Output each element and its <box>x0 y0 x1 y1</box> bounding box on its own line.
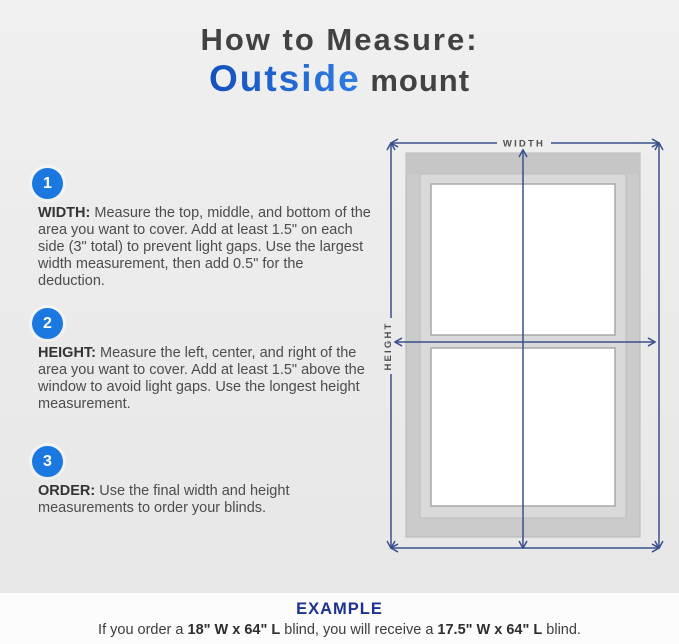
step-3-text <box>38 483 374 517</box>
title-highlight: Outside <box>208 57 361 99</box>
title-line1: How to Measure: <box>200 22 479 57</box>
step-1-text <box>38 205 374 290</box>
step-1-badge: 1 <box>32 168 63 199</box>
width-measure-label: WIDTH <box>502 138 546 150</box>
step-order <box>30 446 378 517</box>
step-2-body: Measure the left, center, and right of the area you want to cover. Add at least 1.5" above the window to avoid light gaps. Use the longest height measurement. <box>38 345 365 412</box>
step-2-label: HEIGHT: <box>38 345 96 361</box>
window-diagram-svg <box>383 128 667 563</box>
step-3-badge: 3 <box>32 446 63 477</box>
example-middle: blind, you will receive a <box>280 622 438 638</box>
step-width <box>30 168 378 290</box>
example-suffix: blind. <box>542 622 581 638</box>
step-height <box>30 308 378 413</box>
window-measure-diagram <box>383 128 667 563</box>
example-heading: EXAMPLE <box>296 600 383 618</box>
title-line2 <box>0 59 679 100</box>
step-3-body: Use the final width and height measurements to order your blinds. <box>38 483 290 516</box>
step-1-body: Measure the top, middle, and bottom of the area you want to cover. Add at least 1.5" on each side (3" total) to prevent light gaps. Use the largest width measurement, then add 0.5" for the deduction. <box>38 205 371 289</box>
example-body <box>0 622 679 638</box>
example-prefix: If you order a <box>98 622 188 638</box>
step-1-label: WIDTH: <box>38 205 91 221</box>
step-2-text <box>38 345 374 413</box>
step-3-label: ORDER: <box>38 483 96 499</box>
example-order-size: 18" W x 64" L <box>187 622 281 638</box>
title-suffix: mount <box>360 62 471 98</box>
step-2-badge: 2 <box>32 308 63 339</box>
height-measure-label: HEIGHT <box>383 321 394 371</box>
example-footer <box>0 593 679 644</box>
example-receive-size: 17.5" W x 64" L <box>437 622 543 638</box>
page-title <box>0 22 679 99</box>
